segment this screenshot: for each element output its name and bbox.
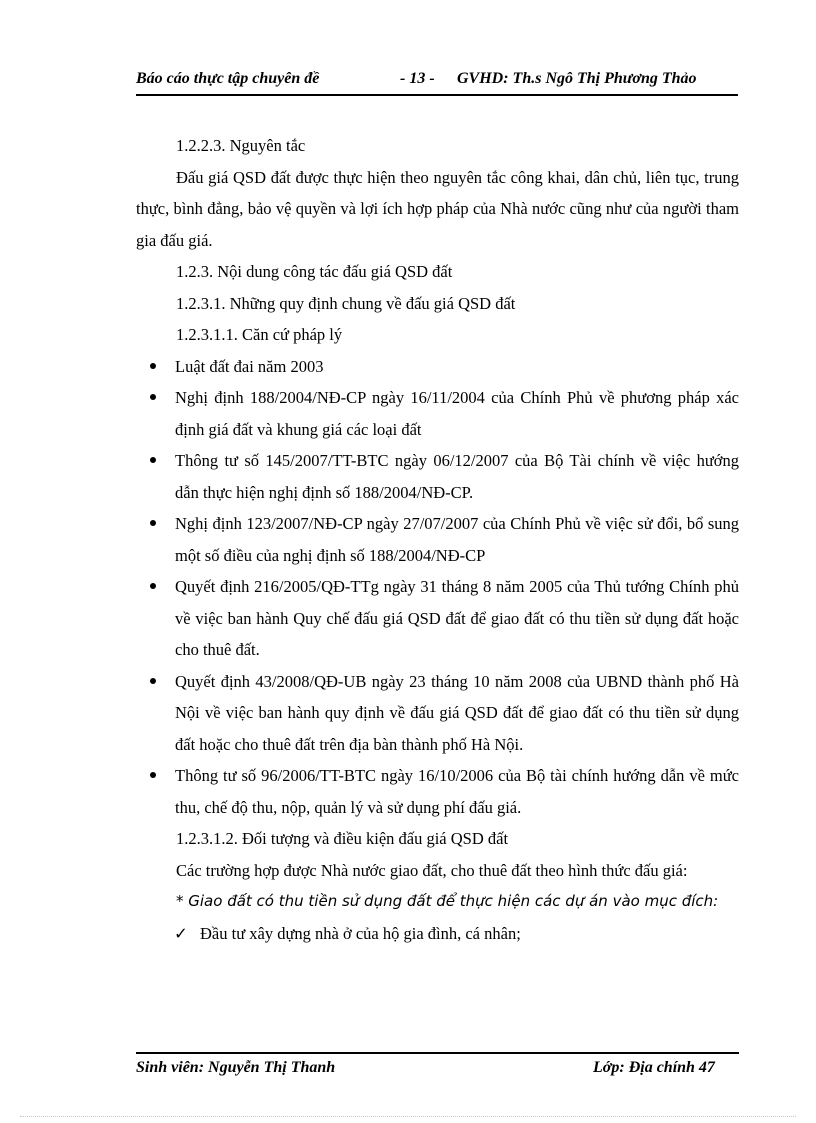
header-report-title: Báo cáo thực tập chuyên đề: [136, 70, 320, 87]
paragraph-principle: Đấu giá QSD đất được thực hiện theo nguyên tắc công khai, dân chủ, liên tục, trung thực, bình đẳng, bảo vệ quyền và lợi ích hợp pháp của Nhà nước cũng như của người tham gia đấu giá.: [136, 167, 739, 250]
list-item: [136, 382, 739, 445]
list-item-text: Thông tư số 96/2006/TT-BTC ngày 16/10/2006 của Bộ tài chính hướng dẫn về mức thu, chế độ thu, nộp, quản lý và sử dụng phí đấu giá.: [175, 766, 739, 817]
heading-1-2-3-1: 1.2.3.1. Những quy định chung về đấu giá QSD đất: [176, 293, 516, 313]
page-footer: [136, 1052, 739, 1080]
bullet-icon: [150, 678, 156, 684]
bullet-icon: [150, 583, 156, 589]
italic-note: * Giao đất có thu tiền sử dụng đất để thực hiện các dự án vào mục đích:: [176, 892, 719, 910]
list-item-text: Nghị định 188/2004/NĐ-CP ngày 16/11/2004 của Chính Phủ về phương pháp xác định giá đất và khung giá các loại đất: [175, 388, 739, 439]
list-item: [136, 351, 739, 383]
heading-1-2-3-1-2: 1.2.3.1.2. Đối tượng và điều kiện đấu giá QSD đất: [176, 829, 509, 848]
list-item: [136, 760, 739, 823]
footer-student: Sinh viên: Nguyễn Thị Thanh: [136, 1059, 336, 1076]
list-item-text: Thông tư số 145/2007/TT-BTC ngày 06/12/2007 của Bộ Tài chính về việc hướng dẫn thực hiện nghị định số 188/2004/NĐ-CP.: [175, 451, 739, 502]
check-list-item: [136, 918, 739, 950]
list-item-text: Quyết định 216/2005/QĐ-TTg ngày 31 tháng 8 năm 2005 của Thủ tướng Chính phủ về việc ban hành Quy chế đấu giá QSD đất để giao đất có thu tiền sử dụng đất hoặc cho thuê đất.: [175, 577, 739, 659]
header-supervisor: GVHD: Th.s Ngô Thị Phương Thảo: [457, 70, 697, 87]
paragraph-cases: Các trường hợp được Nhà nước giao đất, cho thuê đất theo hình thức đấu giá:: [176, 860, 688, 880]
bullet-icon: [150, 772, 156, 778]
list-item: [136, 508, 739, 571]
list-item-text: Nghị định 123/2007/NĐ-CP ngày 27/07/2007 của Chính Phủ về việc sử đổi, bổ sung một số điều của nghị định số 188/2004/NĐ-CP: [175, 514, 739, 565]
heading-1-2-2-3: 1.2.2.3. Nguyên tắc: [176, 136, 306, 155]
list-item: [136, 666, 739, 761]
document-body: [136, 130, 739, 949]
footer-class: Lớp: Địa chính 47: [593, 1059, 715, 1076]
check-item-text: Đầu tư xây dựng nhà ở của hộ gia đình, cá nhân;: [200, 923, 521, 943]
page-number: - 13 -: [400, 70, 435, 87]
heading-1-2-3: 1.2.3. Nội dung công tác đấu giá QSD đất: [176, 262, 453, 281]
bullet-icon: [150, 394, 156, 400]
checkmark-icon: ✓: [174, 923, 188, 943]
list-item: [136, 445, 739, 508]
list-item-text: Luật đất đai năm 2003: [175, 356, 324, 376]
list-item-text: Quyết định 43/2008/QĐ-UB ngày 23 tháng 10 năm 2008 của UBND thành phố Hà Nội về việc ban hành quy định về đấu giá QSD đất để giao đất có thu tiền sử dụng đất hoặc cho thuê đất trên địa bàn thành phố Hà Nội.: [175, 671, 739, 754]
bullet-icon: [150, 363, 156, 369]
page-edge-divider: [20, 1116, 796, 1117]
page-header: [136, 66, 738, 96]
heading-1-2-3-1-1: 1.2.3.1.1. Căn cứ pháp lý: [176, 325, 343, 344]
list-item: [136, 571, 739, 666]
bullet-icon: [150, 520, 156, 526]
bullet-icon: [150, 457, 156, 463]
legal-basis-list: [136, 351, 739, 824]
